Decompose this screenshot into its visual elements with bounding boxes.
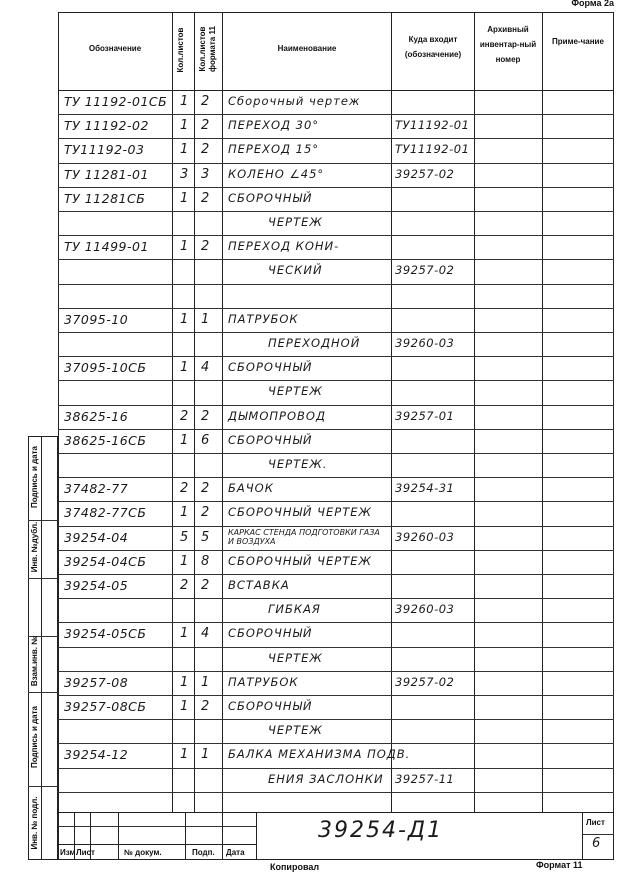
- footer-format: Формат 11: [536, 860, 583, 870]
- row-sheets-format: 5: [201, 529, 210, 545]
- row-designation: 39257-08СБ: [64, 699, 147, 714]
- header-sheets-count: Кол.листов: [176, 27, 185, 73]
- row-where-used: 39260-03: [395, 336, 455, 350]
- title-block-divider: [185, 812, 186, 860]
- row-designation: ТУ 11281-01: [64, 166, 149, 182]
- row-designation: 38625-16: [64, 408, 129, 424]
- row-name: ЧЕРТЕЖ: [268, 384, 323, 399]
- row-name: КОЛЕНО ∠45°: [228, 166, 325, 181]
- row-designation: 37095-10: [64, 311, 129, 327]
- row-designation: 39257-08: [64, 674, 129, 690]
- tb-data: Дата: [226, 848, 245, 857]
- row-name: ЧЕРТЕЖ: [268, 215, 323, 229]
- row-designation: 39254-04СБ: [64, 553, 147, 569]
- row-where-used: ТУ11192-01: [395, 142, 470, 157]
- row-designation: ТУ 11281СБ: [64, 190, 146, 206]
- row-divider: [58, 647, 614, 648]
- col-divider: [172, 12, 173, 812]
- title-block-divider: [118, 812, 119, 860]
- row-sheets-count: 1: [180, 311, 189, 327]
- row-name: ВСТАВКА: [228, 578, 290, 592]
- row-name: ПЕРЕХОД 15°: [228, 142, 320, 157]
- row-divider: [58, 574, 614, 575]
- row-name: СБОРОЧНЫЙ: [228, 432, 313, 447]
- header-divider: [58, 90, 614, 91]
- title-block-divider: [582, 812, 583, 860]
- side-stamp-divider: [28, 786, 58, 787]
- row-sheets-count: 1: [180, 94, 189, 109]
- title-block-divider: [222, 812, 223, 860]
- stamp-podpis-data-bottom: Подпись и дата: [30, 706, 39, 768]
- row-sheets-count: 3: [180, 166, 189, 182]
- stamp-inv-dubl: Инв. №дубл.: [30, 521, 39, 573]
- row-sheets-format: 2: [201, 578, 210, 593]
- row-sheets-count: 1: [180, 553, 189, 569]
- row-divider: [58, 308, 614, 309]
- row-designation: ТУ11192-03: [64, 142, 145, 158]
- row-divider: [58, 453, 614, 454]
- row-divider: [58, 332, 614, 333]
- row-sheets-format: 2: [201, 239, 210, 255]
- row-divider: [58, 526, 614, 527]
- row-sheets-count: 1: [180, 142, 189, 158]
- row-sheets-format: 2: [201, 408, 210, 424]
- row-name: БАЛКА МЕХАНИЗМА ПОДВ.: [228, 747, 411, 762]
- row-name: ГИБКАЯ: [268, 602, 321, 617]
- row-divider: [58, 695, 614, 696]
- row-where-used: 39257-02: [395, 166, 455, 181]
- row-sheets-count: 1: [180, 190, 189, 206]
- row-sheets-count: 1: [180, 674, 189, 690]
- row-sheets-format: 4: [201, 360, 210, 376]
- row-name: ЧЕРТЕЖ: [268, 650, 323, 665]
- row-sheets-count: 2: [180, 481, 189, 497]
- row-divider: [58, 356, 614, 357]
- row-name: ПЕРЕХОД КОНИ-: [228, 239, 340, 254]
- row-designation: ТУ 11192-02: [64, 118, 149, 134]
- col-divider: [474, 12, 475, 812]
- col-divider: [391, 12, 392, 812]
- row-where-used: ТУ11192-01: [395, 118, 470, 133]
- col-divider: [194, 12, 195, 812]
- row-where-used: 39257-11: [395, 771, 455, 786]
- row-designation: 39254-12: [64, 747, 129, 763]
- form-label: Форма 2а: [571, 0, 614, 8]
- row-divider: [58, 743, 614, 744]
- col-divider: [542, 12, 543, 812]
- tb-izm: Изм: [60, 848, 76, 857]
- row-name: ПАТРУБОК: [228, 311, 299, 326]
- row-sheets-format: 6: [201, 432, 210, 448]
- row-divider: [58, 719, 614, 720]
- stamp-inv-podl: Инв. № подл.: [30, 796, 39, 850]
- row-divider: [58, 163, 614, 164]
- row-sheets-format: 2: [201, 481, 210, 497]
- row-divider: [58, 550, 614, 551]
- row-divider: [58, 501, 614, 502]
- row-designation: 37095-10СБ: [64, 360, 147, 376]
- header-where-used: Куда входит (обозначение): [404, 35, 462, 59]
- row-name: ДЫМОПРОВОД: [228, 408, 326, 423]
- row-sheets-format: 4: [201, 626, 210, 642]
- row-where-used: 39254-31: [395, 481, 455, 496]
- tb-podp: Подп.: [192, 848, 215, 857]
- row-designation: 39254-05: [64, 578, 129, 593]
- document-code: 39254-Д1: [318, 818, 444, 843]
- row-sheets-format: 2: [201, 142, 210, 158]
- row-sheets-count: 1: [180, 699, 189, 714]
- tb-sheet-label: Лист: [586, 818, 605, 827]
- row-sheets-format: 2: [201, 118, 210, 134]
- row-divider: [58, 768, 614, 769]
- stamp-podpis-data-top: Подпись и дата: [30, 446, 39, 508]
- row-divider: [58, 792, 614, 793]
- row-designation: ТУ 11499-01: [64, 239, 149, 255]
- row-name: СБОРОЧНЫЙ: [228, 360, 313, 375]
- row-where-used: 39260-03: [395, 602, 455, 617]
- row-sheets-count: 2: [180, 408, 189, 424]
- row-name: ЕНИЯ ЗАСЛОНКИ: [268, 771, 384, 786]
- row-divider: [58, 114, 614, 115]
- title-block-line: [58, 826, 256, 827]
- row-sheets-count: 1: [180, 432, 189, 448]
- header-name: Наименование: [277, 44, 337, 53]
- row-name: ПАТРУБОК: [228, 674, 299, 689]
- row-sheets-count: 1: [180, 505, 189, 521]
- footer-copied: Копировал: [270, 862, 320, 872]
- row-sheets-format: 1: [201, 674, 210, 690]
- row-where-used: 39257-02: [395, 263, 455, 278]
- row-divider: [58, 187, 614, 188]
- col-divider: [222, 12, 223, 812]
- row-divider: [58, 259, 614, 260]
- row-designation: 38625-16СБ: [64, 432, 147, 448]
- title-block-line: [582, 834, 614, 835]
- row-designation: ТУ 11192-01СБ: [64, 94, 168, 109]
- header-designation: Обозначение: [88, 44, 142, 53]
- row-name: СБОРОЧНЫЙ: [228, 699, 313, 713]
- row-where-used: 39260-03: [395, 529, 455, 544]
- row-sheets-format: 2: [201, 190, 210, 206]
- row-sheets-count: 1: [180, 626, 189, 642]
- sheet-number: 6: [592, 836, 601, 851]
- tb-list: Лист: [76, 848, 95, 857]
- row-where-used: 39257-02: [395, 674, 455, 689]
- row-name: Сборочный чертеж: [228, 94, 361, 108]
- row-sheets-count: 1: [180, 360, 189, 376]
- row-sheets-format: 2: [201, 699, 210, 714]
- row-name: ПЕРЕХОДНОЙ: [268, 336, 361, 350]
- header-note: Приме-чание: [552, 37, 604, 46]
- header-sheets-format: Кол.листов формата 11: [198, 26, 217, 72]
- title-block-divider: [256, 812, 257, 860]
- title-block-line: [58, 844, 256, 845]
- row-divider: [58, 477, 614, 478]
- row-divider: [58, 598, 614, 599]
- row-name: ПЕРЕХОД 30°: [228, 118, 320, 133]
- row-sheets-format: 2: [201, 94, 210, 109]
- stamp-vzam-inv: Взам.инв. №: [30, 635, 39, 687]
- row-sheets-count: 1: [180, 747, 189, 763]
- row-name: ЧЕСКИЙ: [268, 263, 323, 278]
- row-name: СБОРОЧНЫЙ ЧЕРТЕЖ: [228, 553, 372, 568]
- title-block-top: [58, 812, 614, 813]
- row-divider: [58, 380, 614, 381]
- row-designation: 37482-77СБ: [64, 505, 147, 521]
- row-sheets-format: 2: [201, 505, 210, 521]
- row-divider: [58, 405, 614, 406]
- row-sheets-count: 5: [180, 529, 189, 545]
- row-name: ЧЕРТЕЖ: [268, 723, 323, 738]
- row-designation: 39254-05СБ: [64, 626, 147, 642]
- header-archive: Архивный инвентар-ный номер: [479, 25, 537, 64]
- row-designation: 39254-04: [64, 529, 129, 545]
- row-name: ЧЕРТЕЖ.: [268, 457, 328, 471]
- row-divider: [58, 138, 614, 139]
- row-sheets-format: 1: [201, 747, 210, 763]
- side-stamp-field: [42, 436, 58, 860]
- row-divider: [58, 671, 614, 672]
- row-where-used: 39257-01: [395, 408, 455, 423]
- row-divider: [58, 284, 614, 285]
- row-divider: [58, 622, 614, 623]
- side-stamp-divider: [28, 578, 58, 579]
- row-sheets-count: 1: [180, 118, 189, 134]
- row-sheets-format: 3: [201, 166, 210, 182]
- row-name: СБОРОЧНЫЙ ЧЕРТЕЖ: [228, 505, 372, 520]
- row-divider: [58, 235, 614, 236]
- row-sheets-count: 2: [180, 578, 189, 593]
- row-divider: [58, 429, 614, 430]
- row-name: БАЧОК: [228, 481, 274, 496]
- row-sheets-format: 1: [201, 311, 210, 327]
- tb-doc-no: № докум.: [124, 848, 162, 857]
- row-name: СБОРОЧНЫЙ: [228, 190, 313, 205]
- row-designation: 37482-77: [64, 481, 129, 497]
- row-name: СБОРОЧНЫЙ: [228, 626, 313, 641]
- row-divider: [58, 211, 614, 212]
- row-sheets-count: 1: [180, 239, 189, 255]
- row-sheets-format: 8: [201, 553, 210, 569]
- row-name: КАРКАС СТЕНДА ПОДГОТОВКИ ГАЗА И ВОЗДУХА: [228, 527, 380, 546]
